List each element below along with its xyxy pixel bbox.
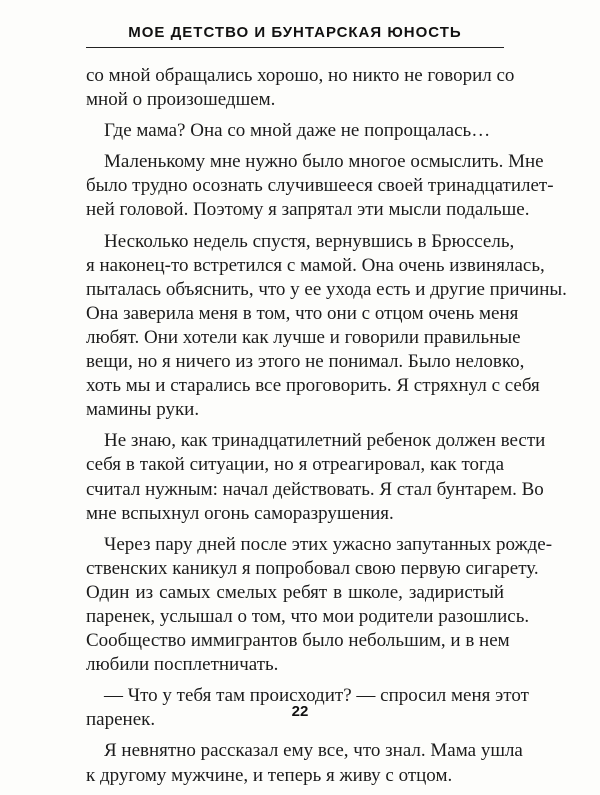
text-line: Несколько недель спустя, вернувшись в Брюссель, [104, 230, 515, 252]
text-line: к другому мужчине, и теперь я живу с отцом. [86, 764, 453, 786]
text-line: вещи, но я ничего из этого не понимал. Было неловко, [86, 351, 525, 373]
text-line: Маленькому мне нужно было многое осмыслить. Мне [104, 151, 544, 173]
text-line: — Что у тебя там происходит? — спросил меня этот [104, 685, 529, 707]
text-line: считал нужным: начал действовать. Я стал бунтарем. Во [86, 478, 544, 500]
paragraph [86, 119, 504, 143]
paragraph [86, 230, 567, 423]
text-line: любят. Они хотели как лучше и говорили правильные [86, 326, 521, 348]
text-line: Сообщество иммигрантов было небольшим, и в нем [86, 630, 510, 652]
running-header: МОЕ ДЕТСТВО И БУНТАРСКАЯ ЮНОСТЬ [128, 24, 462, 41]
text-line: Я невнятно рассказал ему все, что знал. Мама ушла [104, 740, 523, 762]
body-text [86, 64, 567, 795]
text-line: себя в такой ситуации, но я отреагировал, как тогда [86, 454, 504, 476]
text-line: Не знаю, как тринадцатилетний ребенок должен вести [104, 430, 546, 452]
text-line: мной о произошедшем. [86, 89, 276, 111]
text-line: мне вспыхнул огонь саморазрушения. [86, 502, 394, 524]
text-line: Где мама? Она со мной даже не попрощалась… [104, 120, 491, 142]
text-line: паренек. [86, 709, 156, 731]
page-number: 22 [291, 703, 309, 720]
header-rule [86, 47, 504, 48]
text-line: паренек, услышал о том, что мои родители разошлись. [86, 605, 530, 627]
text-line: Один из самых смелых ребят в школе, задиристый [86, 581, 504, 603]
text-line: со мной обращались хорошо, но никто не говорил со [86, 65, 515, 86]
text-line: Она заверила меня в том, что они с отцом очень меня [86, 302, 519, 324]
text-line: пыталась объяснить, что у ее ухода есть и другие причины. [86, 278, 567, 300]
paragraph [86, 64, 515, 112]
paragraph [86, 429, 546, 525]
text-line: мамины руки. [86, 399, 200, 421]
text-line: я наконец-то встретился с мамой. Она очень извинялась, [86, 254, 545, 276]
text-line: ственских каникул я попробовал свою первую сигарету. [86, 557, 539, 579]
paragraph [86, 739, 523, 787]
text-line: любили посплетничать. [86, 654, 279, 676]
text-line: Через пару дней после этих ужасно запутанных рожде- [104, 533, 553, 555]
text-line: хоть мы и старались все проговорить. Я стряхнул с себя [86, 375, 540, 397]
paragraph [86, 150, 554, 222]
text-line: ней головой. Поэтому я запрятал эти мысли подальше. [86, 199, 530, 221]
text-line: было трудно осознать случившееся своей тринадцатилет- [86, 175, 554, 197]
paragraph [86, 533, 553, 678]
